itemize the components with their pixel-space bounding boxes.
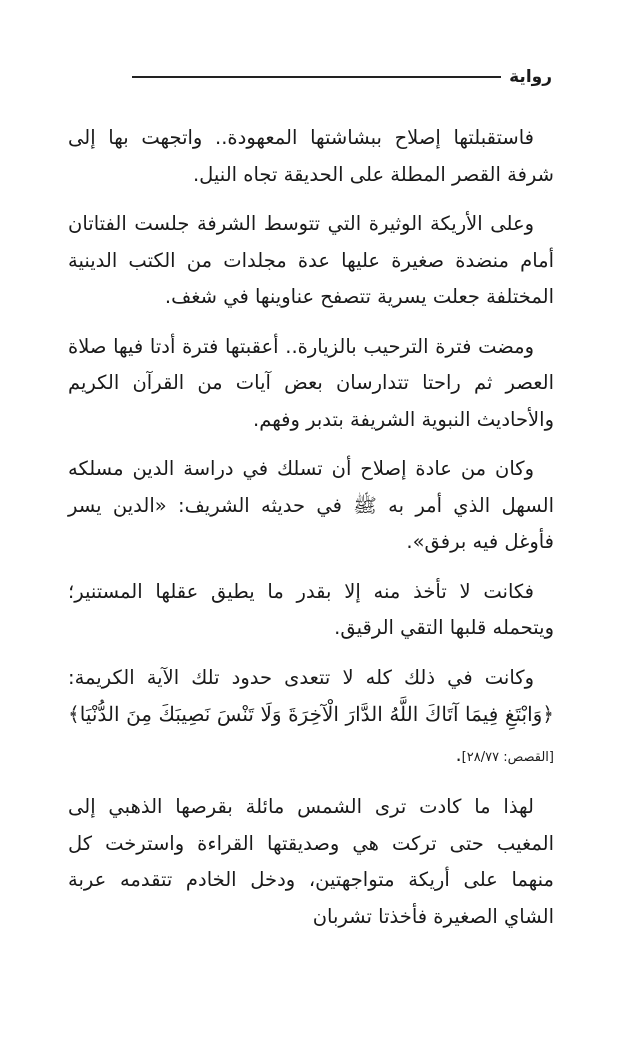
paragraph-1: فاستقبلتها إصلاح ببشاشتها المعهودة.. واتجهت بها إلى شرفة القصر المطلة على الحديقة تجاه النيل. (68, 126, 554, 186)
paragraph-2: وعلى الأريكة الوثيرة التي تتوسط الشرفة جلست الفتاتان أمام منضدة صغيرة عليها عدة مجلدات من الكتب الدينية المختلفة جعلت يسرية تتصفح عناوينها في شغف. (68, 212, 554, 308)
paragraph-5: فكانت لا تأخذ منه إلا بقدر ما يطيق عقلها المستنير؛ ويتحمله قلبها التقي الرقيق. (68, 579, 554, 639)
header-title: رواية (509, 67, 552, 87)
paragraph-6 (68, 660, 554, 777)
running-header (132, 62, 552, 92)
paragraph-7: لهذا ما كادت ترى الشمس مائلة بقرصها الذهبي إلى المغيب حتى تركت هي وصديقتها القراءة واسترخت كل منهما على أريكة متواجهتين، ودخل الخادم تتقدمه عربة الشاي الصغيرة فأخذتا تشربان (68, 795, 554, 928)
paragraph-4: وكان من عادة إصلاح أن تسلك في دراسة الدين مسلكه السهل الذي أمر به ﷺ في حديثه الشريف: «الدين يسر فأوغل فيه برفق». (68, 457, 554, 553)
paragraph-6-end: . (455, 742, 462, 766)
paragraph-6-intro: وكانت في ذلك كله لا تتعدى حدود تلك الآية الكريمة: (68, 665, 534, 689)
verse-reference: [القصص: ٢٨/٧٧] (461, 749, 554, 765)
body-text (68, 120, 554, 948)
paragraph-3: ومضت فترة الترحيب بالزيارة.. أعقبتها فترة أدتا فيها صلاة العصر ثم راحتا تتدارسان بعض آيات من القرآن الكريم والأحاديث النبوية الشريفة بتدبر وفهم. (68, 334, 554, 431)
quran-verse: ﴿وَابْتَغِ فِيمَا آتَاكَ اللَّهُ الدَّارَ الْآخِرَةَ وَلَا تَنْسَ نَصِيبَكَ مِنَ الدُّنْيَا﴾ (68, 702, 554, 726)
header-rule (132, 76, 501, 78)
